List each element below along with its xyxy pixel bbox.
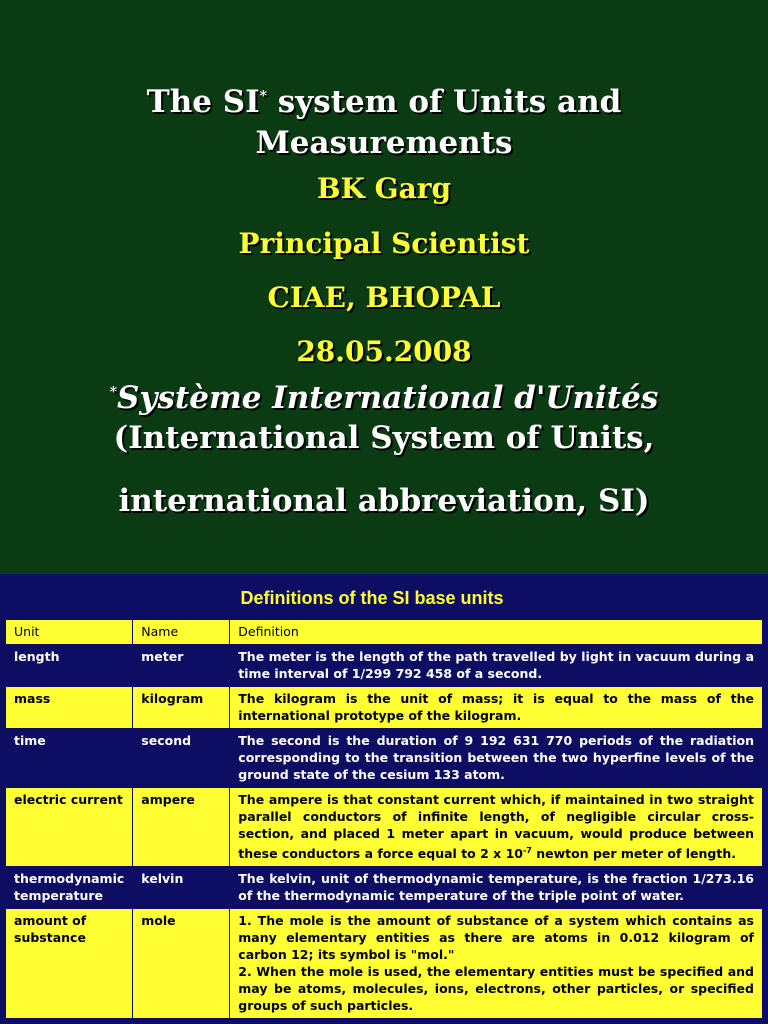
name-cell: mole (133, 909, 230, 1019)
table-row (6, 867, 763, 909)
header-definition: Definition (230, 620, 763, 645)
name-cell: meter (133, 645, 230, 687)
definition-text: The ampere is that constant current which, if maintained in two straight parallel conductors of infinite length, of negligible circular cross-section, and placed 1 meter apart in vacuum, would produce between these conductors a force equal to 2 x 10 (238, 792, 754, 862)
table-header-row (6, 620, 763, 645)
definition-text-end: newton per meter of length. (531, 846, 736, 862)
table-row (6, 729, 763, 788)
definition-cell: The meter is the length of the path travelled by light in vacuum during a time interval of 1/299 792 458 of a second. (230, 645, 763, 687)
author-name: BK Garg (316, 172, 452, 205)
name-cell: kilogram (133, 687, 230, 729)
unit-cell: time (6, 729, 133, 788)
title-footnote-mark: * (259, 88, 267, 105)
definition-cell: The kilogram is the unit of mass; it is equal to the mass of the international prototype of the kilogram. (230, 687, 763, 729)
definition-cell (230, 909, 763, 1019)
si-french-text: Système International d'Unités (117, 380, 659, 416)
table-row (6, 645, 763, 687)
definition-part-1: 1. The mole is the amount of substance of a system which contains as many elementary entities as there are atoms in 0.012 kilogram of carbon 12; its symbol is "mol." (238, 913, 754, 963)
unit-cell: thermodynamic temperature (6, 867, 133, 909)
table-row (6, 788, 763, 867)
table-row (6, 909, 763, 1019)
title-text-rest: system of Units and (266, 84, 622, 120)
definition-cell (230, 788, 763, 867)
definition-part-2: 2. When the mole is used, the elementary entities must be specified and may be atoms, molecules, ions, electrons, other particles, or specified groups of such particles. (238, 964, 754, 1014)
header-unit: Unit (6, 620, 133, 645)
name-cell: ampere (133, 788, 230, 867)
presentation-date: 28.05.2008 (296, 335, 472, 368)
author-organization: CIAE, BHOPAL (267, 281, 501, 314)
slide-title (0, 82, 768, 164)
si-french-name (0, 380, 768, 416)
name-cell: second (133, 729, 230, 788)
exponent: -7 (522, 846, 532, 855)
unit-cell: amount of substance (6, 909, 133, 1019)
table-row (6, 687, 763, 729)
si-footnote-mark: * (109, 384, 118, 401)
unit-cell: length (6, 645, 133, 687)
si-english-line2: international abbreviation, SI) (118, 483, 650, 519)
definitions-title: Definitions of the SI base units (240, 588, 504, 608)
title-text-line2: Measurements (255, 125, 513, 161)
unit-cell: electric current (6, 788, 133, 867)
si-english-line1: (International System of Units, (113, 420, 655, 456)
definitions-slide (0, 574, 768, 1024)
title-text: The SI (146, 84, 260, 120)
definition-cell: The second is the duration of 9 192 631 770 periods of the radiation corresponding to the transition between the two hyperfine levels of the ground state of the cesium 133 atom. (230, 729, 763, 788)
header-name: Name (133, 620, 230, 645)
definition-cell: The kelvin, unit of thermodynamic temperature, is the fraction 1/273.16 of the thermodynamic temperature of the triple point of water. (230, 867, 763, 909)
unit-cell: mass (6, 687, 133, 729)
author-role: Principal Scientist (238, 227, 530, 260)
name-cell: kelvin (133, 867, 230, 909)
si-base-units-table (5, 619, 763, 1019)
